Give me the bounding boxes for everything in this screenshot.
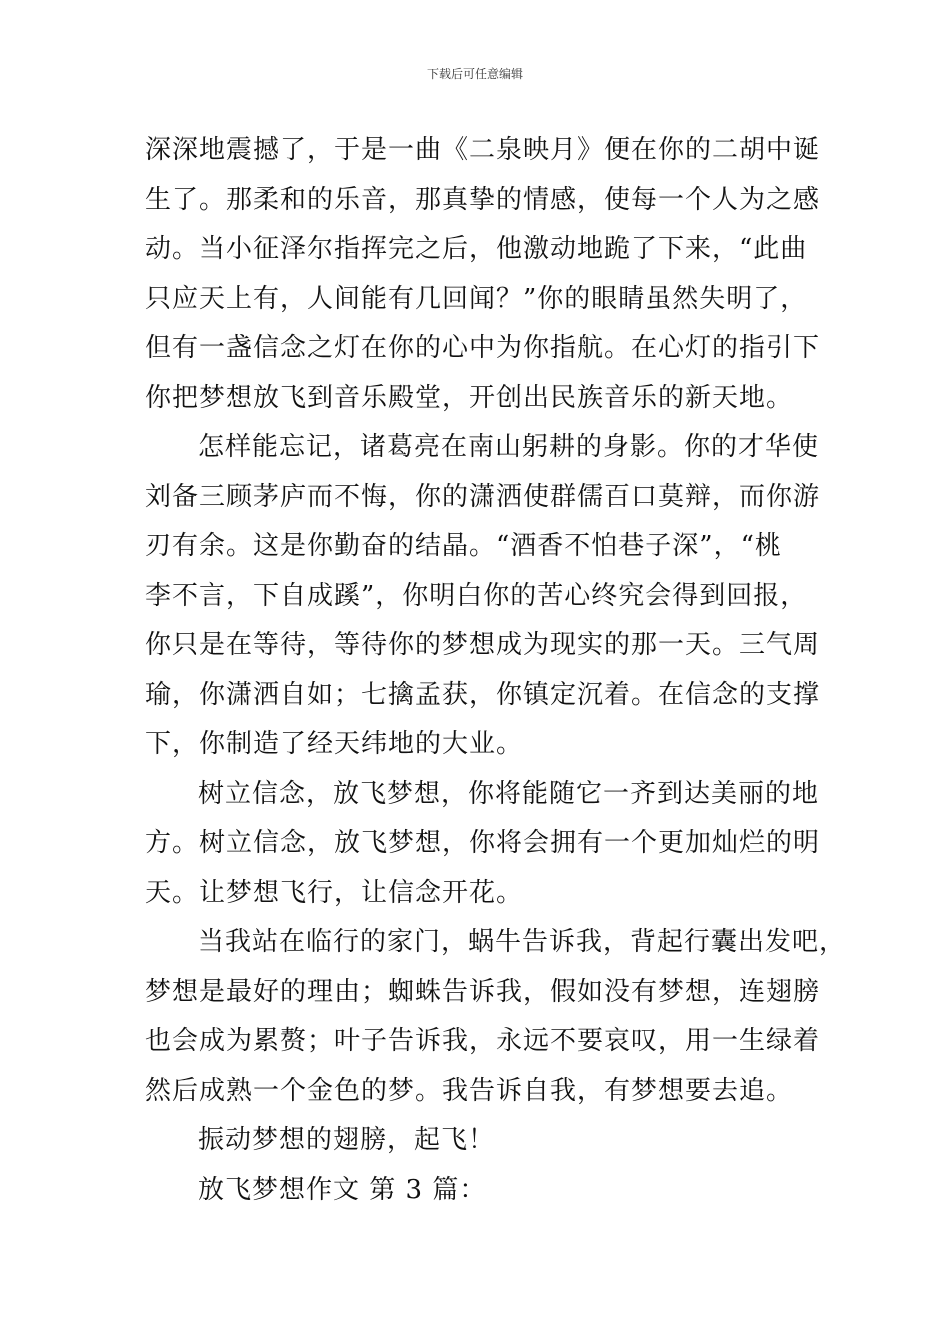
text-line: 你只是在等待，等待你的梦想成为现实的那一天。三气周	[145, 630, 821, 660]
text-line: 瑜，你潇洒自如；七擒孟获，你镇定沉着。在信念的支撑	[145, 679, 821, 710]
text-line: 刃有余。这是你勤奋的结晶。“酒香不怕巷子深”，“桃	[145, 531, 782, 561]
text-line: 但有一盏信念之灯在你的心中为你指航。在心灯的指引下	[145, 333, 821, 363]
text-line: 下，你制造了经天纬地的大业。	[145, 729, 524, 759]
text-line: 梦想是最好的理由；蜘蛛告诉我，假如没有梦想，连翅膀	[145, 976, 821, 1007]
text-line: 振动梦想的翅膀，起飞！	[198, 1125, 496, 1155]
text-line: 也会成为累赘；叶子告诉我，永远不要哀叹，用一生绿着	[145, 1026, 821, 1056]
text-line: 怎样能忘记，诸葛亮在南山躬耕的身影。你的才华使	[198, 432, 820, 462]
text-line: 生了。那柔和的乐音，那真挚的情感，使每一个人为之感	[145, 184, 821, 215]
text-line: 深深地震撼了，于是一曲《二泉映月》便在你的二胡中诞	[145, 135, 821, 165]
text-line: 当我站在临行的家门，蜗牛告诉我，背起行囊出发吧，	[198, 927, 847, 957]
text-line: 李不言，下自成蹊”，你明白你的苦心终究会得到回报，	[145, 580, 808, 611]
text-line: 动。当小征泽尔指挥完之后，他激动地跪了下来，“此曲	[145, 234, 808, 264]
text-line: 只应天上有，人间能有几回闻？”你的眼睛虽然失明了，	[145, 283, 808, 314]
text-line: 你把梦想放飞到音乐殿堂，开创出民族音乐的新天地。	[145, 382, 794, 413]
text-line: 天。让梦想飞行，让信念开花。	[145, 877, 524, 908]
text-line: 方。树立信念，放飞梦想，你将会拥有一个更加灿烂的明	[145, 828, 821, 858]
text-line: 放飞梦想作文 第 3 篇：	[198, 1174, 487, 1205]
body-text	[145, 126, 847, 1215]
text-line: 树立信念，放飞梦想，你将能随它一齐到达美丽的地	[198, 778, 820, 809]
header-note: 下载后可任意编辑	[426, 67, 523, 81]
text-line: 刘备三顾茅庐而不悔，你的潇洒使群儒百口莫辩，而你游	[145, 481, 821, 512]
text-line: 然后成熟一个金色的梦。我告诉自我，有梦想要去追。	[145, 1075, 794, 1106]
